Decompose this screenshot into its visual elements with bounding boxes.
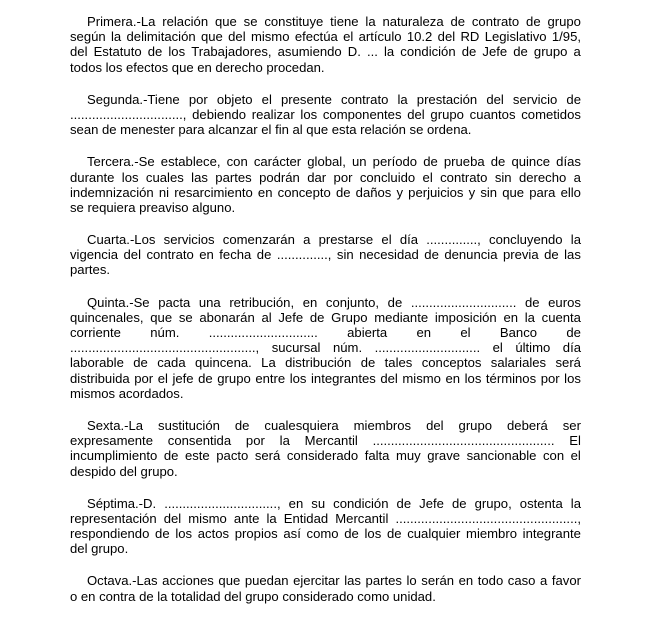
clause-line: del grupo. [70,541,129,557]
clause-line: laborable de cada quincena. La distribución de tales conceptos salariales será [70,355,581,371]
clause-line: se requiera preaviso alguno. [70,199,236,215]
clause-line: Primera.-La relación que se constituye tiene la naturaleza de contrato de grupo [87,14,581,29]
clause-line: todos los efectos que en derecho procedan. [70,59,325,75]
clause-cuarta [70,232,581,278]
clause-primera [70,14,581,75]
clause-line: Cuarta.-Los servicios comenzarán a prestarse el día .............., concluyendo la [87,232,581,248]
clause-line: partes. [70,262,111,278]
clause-line: distribuida por el jefe de grupo entre los integrantes del mismo en los términos por los [70,370,581,386]
clause-line: ..................................................., sucursal núm. ............................. el último día [70,340,581,356]
clause-quinta [70,295,581,401]
clause-line: o en contra de la totalidad del grupo considerado como unidad. [70,588,436,604]
clause-line: Octava.-Las acciones que puedan ejercitar las partes lo serán en todo caso a favor [87,573,581,589]
clause-line: ..............................., debiendo realizar los componentes del grupo cuantos cometidos [70,106,581,122]
clause-line: según la delimitación que del mismo efectúa el artículo 10.2 del RD Legislativo 1/95, [70,29,581,45]
clause-line: del Estatuto de los Trabajadores, asumiendo D. ... la condición de Jefe de grupo a [70,44,581,60]
clause-line: vigencia del contrato en fecha de .............., sin necesidad de denuncia previa de las [70,247,581,263]
clause-line: mismos acordados. [70,385,184,401]
clause-line: corriente núm. .............................. abierta en el Banco de [70,325,581,340]
clause-septima [70,496,581,557]
clause-line: Sexta.-La sustitución de cualesquiera miembros del grupo deberá ser [87,417,581,433]
clause-line: indemnización ni resarcimiento en concepto de daños y perjuicios y sin que para ello [70,184,581,200]
clause-line: expresamente consentida por la Mercantil .................................................. El [70,433,581,449]
clause-octava [70,573,581,603]
clause-line: respondiendo de los actos propios así como de los de cualquier miembro integrante [70,526,581,542]
clause-line: sean de menester para alcanzar el fin al que esta relación se ordena. [70,122,472,138]
clause-line: Segunda.-Tiene por objeto el presente contrato la prestación del servicio de [87,91,581,107]
clause-line: representación del mismo ante la Entidad Mercantil .................................................., [70,510,581,526]
clause-line: Quinta.-Se pacta una retribución, en conjunto, de ............................. de euros [87,294,581,310]
clause-sexta [70,418,581,479]
clause-line: incumplimiento de este pacto será considerado falta muy grave sancionable con el [70,448,581,464]
clause-line: Séptima.-D. ..............................., en su condición de Jefe de grupo, ostenta la [87,495,581,511]
clause-segunda [70,92,581,138]
contract-document [70,14,581,621]
clause-line: quincenales, que se abonarán al Jefe de Grupo mediante imposición en la cuenta [70,309,581,325]
clause-line: despido del grupo. [70,463,178,479]
clause-line: Tercera.-Se establece, con carácter global, un período de prueba de quince días [87,154,581,170]
clause-line: durante los cuales las partes podrán dar por concluido el contrato sin derecho a [70,169,581,185]
clause-tercera [70,154,581,215]
